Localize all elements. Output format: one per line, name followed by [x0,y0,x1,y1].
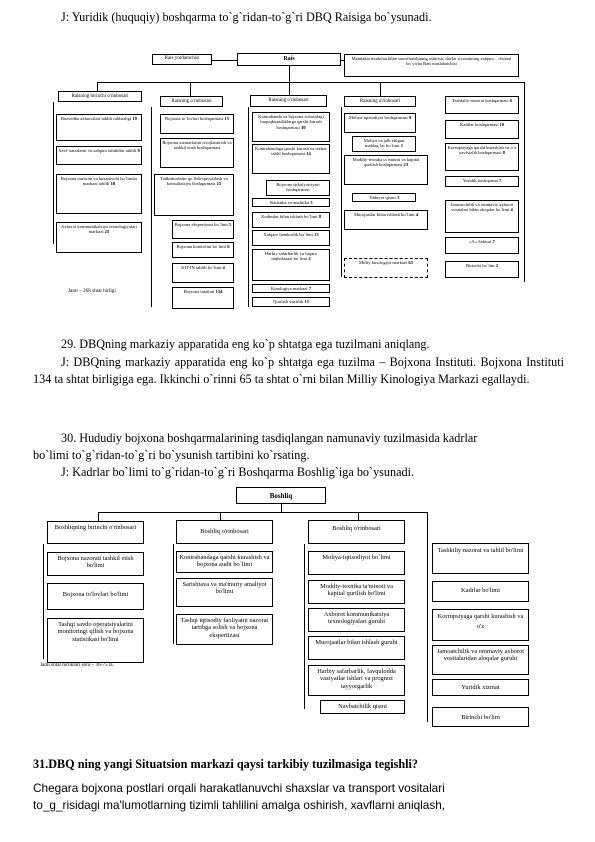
org2-col3-item: Moddiy-texnika ta'minoti va kapital qurilish bo'limi [308,580,405,604]
org1-col5-item: «A» Sektori 7 [445,237,519,254]
org1-col2-item: KIT-IN tahlili bo`limi 4 [172,263,234,283]
org1-col1-item: Xavf-xatarlarni va xalqaro tahdidlar tahlili 8 [56,146,142,165]
org2-col2-item: Tashqi iqtisodiy faoliyatni nazorat tartibga solish va bojxona ekspertizasi [176,614,273,645]
org2-col3-item: Navbatchilik qismi [320,700,405,714]
org2-col2-head: Boshliq o'rinbosari [176,520,273,544]
org2-col4-item: Korrupsiyaga qarshi kurashish va o'z [432,609,529,641]
intro-line: J: Yuridik (huquqiy) boshqarma to`g`ridan-to`g`ri DBQ Raisiga bo`ysunadi. [61,10,432,24]
question-29: 29. DBQning markaziy apparatida eng ko`p shtatga ega tuzilmani aniqlang. [61,337,430,351]
org1-col5-item: Tashkiliy-nazorat boshqarmasi 6 [445,96,519,114]
org1-col4-item: Moddiy-texnika ta`minoti va kapital qurilish boshqarmasi 23 [344,155,428,185]
org1-note: Jami – 268 shtat birligi [68,288,116,294]
org1-col1-item: Axborot kommunikatsiya texnologiyalari markazi 25 [56,222,142,253]
org2-col1-item: Bojxona nazorati tashkil etish bo'limi [47,552,144,576]
org1-col1-head: Raisning birinchi o'rinbosari [58,91,142,102]
org2-col4-item: Yuridik xizmat [432,679,529,696]
question-31: 31.DBQ ning yangi Situatsion markazi qaysi tarkibiy tuzilmasiga tegishli? [33,757,418,771]
org1-col1-item: Bojxona nazorati va kuzatuvchi bo`limlar markazi tahlili 10 [56,174,142,214]
org2-col4-item: Tashkiliy nazorat va tahlil bo'limi [432,543,529,574]
org2-col3-head: Boshliq o'rinbosari [308,520,405,544]
org1-col2-item: Bojxona to`lovlari boshqarmasi 15 [160,114,234,134]
org2-col1-item: Bojxona to'lovlari bo'limi [47,583,144,610]
org1-col5-item: Birinchi bo`lim 2 [445,261,519,278]
org1-col5-item: Yuridik boshqarma 7 [445,176,519,187]
org1-col3-item: Xalqaro hamkorlik bo`limi 13 [252,230,330,246]
org1-col3-item: Qurilish vazirlik 15 [252,297,330,307]
org1-col2-item: Bojxona xizmatlarini rivojlantirish va tashkil etish boshqarmasi [160,138,234,168]
org2-col3-item: Harbiy safarbarlik, favqulodda vaziyatlar ishlari va prognoz tayyorgarlik [308,665,405,696]
org1-col3-item: Kinologiya markazi 7 [252,284,330,293]
org2-col4-item: Kadrlar bo'limi [432,581,529,602]
org1-col3-item: Bojxona sirkulyatsiyasi boshqarmasi [266,180,330,196]
question-30-line1: 30. Hududiy bojxona boshqarmalarining tasdiqlangan namunaviy tuzilmasida kadrlar [61,431,478,445]
org1-col3-item: Kontrabanda va bojxona sohasidagi huquqbuzarliklarga qarshi kurash boshqarmasi 30 [252,112,330,142]
org1-col1-item: Razvedka axborotlari tahlili rahbarligi 18 [56,114,142,141]
question-30-line2: bo`limi to`g`ridan-to`g`ri bo`ysunish tartibini ko`rsating. [33,448,310,462]
org1-col4-item: Milliy kinologiya markazi 65 [344,258,428,278]
org2-col2-item: Sarishtava va ma'muriy amaliyot bo'limi [176,578,273,607]
org2-col1-item: Tashqi savdo operatsiyalarini monitoringi qilish va bojxona statistikasi bo'limi [47,618,144,663]
org1-col4-head: Raisning o'rinbosari [344,96,416,107]
org1-col2-item: Bojxona instituti 134 [172,287,234,309]
org2-note: Jami shtat birliklari soni – 36-75 ta. [40,662,114,668]
org2-col3-item: Moliya-iqtisodiyot bo`limi [308,551,405,575]
answer-31-line2: to_g_risidagi ma'lumotlarning tizimli tahlilini amalga oshirish, xavflarni aniqlash, [33,798,446,812]
org2-col3-item: Axborot kommunikatsiya texnologiyalari guruhi [308,608,405,632]
org1-col3-item: Kontrabandaga qarshi kurash va tezkor tahlil boshqarmasi 14 [252,144,330,174]
org1-col3-head: Raisning o'rinbosari [250,95,327,107]
org2-col2-item: Kontrabandaga qarshi kurashish va bojxona audit bo`limi [176,551,273,573]
org2-col4-item: Jamoatchilik va ommaviy axborot vositalaridan aloqalar guruhi [432,645,529,675]
org1-col3-item: Harbiy safarbarlik va fuqaro muhofazasi bo`limi 2 [252,249,330,281]
org1-col4-item: Moliya-iqtisodiyot boshqarmasi 9 [344,113,416,133]
org1-col4-item: Tibbiyot qismi 1 [352,193,416,202]
org1-col4-item: Murojaatlar bilan ishlash bo`limi 4 [344,210,428,230]
org1-col3-item: Statistika va analitika 5 [252,198,330,207]
org1-col3-item: Xodimlar bilan ishlash bo`limi 8 [252,212,330,228]
answer-31-line1: Chegara bojxona postlari orqali harakatlanuvchi shaxslar va transport vositalari [33,781,445,795]
org2-col1-head: Boshliqning birinchi o'rinbosari [47,521,144,544]
boshliq-box: Boshliq [236,487,326,504]
org1-col5-item: Jamoatchilik va ommaviy axborot vositalari bilan aloqalar bo`limi 4 [445,200,519,233]
org2-col4-item: Birinchi bo'lim [432,707,529,727]
org1-col5-item: Kadrlar boshqarmasi 10 [445,120,519,139]
answer-29: J: DBQning markaziy apparatida eng ko`p shtatga ega tuzilma – Bojxona Instituti. Bojxona Instituti 134 ta shtat birligiga ega. Ikkinchi o`rinni 65 ta shtat o`rni bilan Milliy Kinologiya Markazi egallaydi. [33,355,564,386]
org1-col2-item: Tadbirkorlarni qo`llab-quvvatlash va konsultatsiya boshqarmasi 15 [154,174,234,216]
org1-col2-item: Bojxona kontrolini bo`limi 6 [172,242,234,258]
rais-yordamchisi-box: Rais yordamchisi [152,54,212,65]
org1-col2-item: Bojxona ekspertizasi bo`limi 5 [172,220,234,239]
org1-col2-head: Raisning o'rinbosari [160,96,223,107]
answer-30: J: Kadrlar bo`limi to`g`ridan-to`g`ri Boshqarma Boshlig`iga bo`ysunadi. [61,465,415,479]
org1-col5-item: Korrupsiyaga qarshi kurashish va o`z xavfsizlik boshqarmasi 8 [445,143,519,171]
org2-col3-item: Murojaatlar bilan ishlash guruhi [308,636,405,660]
org1-col4-item: Moliya va jalb etilgan mablag`lar bo`limi 1 [352,136,416,152]
rais-box: Rais [237,53,341,66]
rais-maslahatchisi-box: Mamlakat mudofaa bilan sarosilarishining oshirish, davlat siyosatining xalqaro... chorasi bo`yicha Rais maslahatchisi [344,54,519,77]
